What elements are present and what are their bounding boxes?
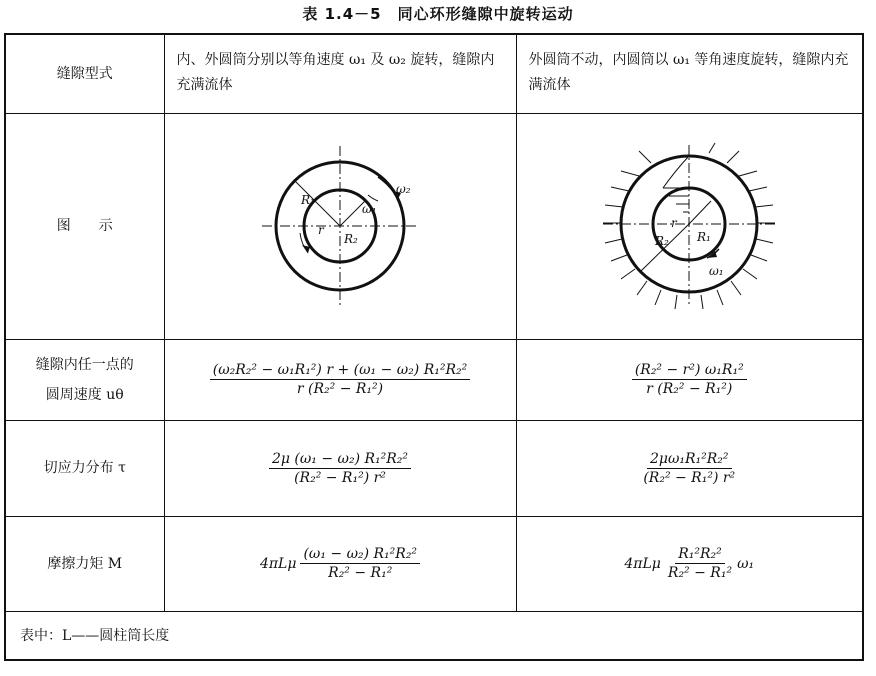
shear-formula-2: $\frac{\text{2μω₁R₁²R₂²}}{\text{(R₂² − R₁²) r²}}$: [643, 450, 736, 486]
velocity-case1: [164, 339, 516, 420]
velocity-profile: [663, 156, 689, 212]
concentric-cylinders-diagram-1: [260, 141, 420, 311]
gap-type-case2: 外圆筒不动，内圆筒以 ω₁ 等角速度旋转，缝隙内充满流体: [516, 34, 863, 113]
label-gap-type: 缝隙型式: [5, 34, 164, 113]
label-R1: R₁: [301, 193, 315, 207]
row-shear: [5, 420, 863, 516]
label-R1: R₁: [697, 230, 712, 244]
torque-case1: 4πLμ $\frac{\text{(ω₁ − ω₂) R₁²R₂²}}{\text{R₂² − R₁²}}$: [164, 516, 516, 611]
concentric-cylinders-diagram-2: [599, 141, 779, 311]
label-omega1: ω₁: [362, 202, 377, 216]
torque-formula-2: $\frac{\text{R₁²R₂²}}{\text{R₂² − R₁²}}$: [667, 546, 733, 581]
velocity-formula-2: $\frac{\text{(R₂² − r²) ω₁R₁²}}{\text{r (R₂² − R₁²)}}$: [632, 362, 747, 397]
label-omega2: ω₂: [396, 182, 411, 196]
shear-case1: [164, 420, 516, 516]
figure-case1-cell: [164, 113, 516, 339]
label-r: r: [318, 223, 324, 237]
shear-formula-1: $\frac{\text{2μ (ω₁ − ω₂) R₁²R₂²}}{\text{(R₂² − R₁²) r²}}$: [269, 451, 411, 486]
row-note: [5, 611, 863, 660]
torque-case2: 4πLμ $\frac{\text{R₁²R₂²}}{\text{R₂² − R₁²}}$ ω₁: [516, 516, 863, 611]
figure-case2-cell: [516, 113, 863, 339]
table-note: 表中：L——圆柱筒长度: [5, 611, 863, 660]
label-r: r: [671, 216, 677, 230]
label-R2: R₂: [655, 234, 670, 248]
row-gap-type: [5, 34, 863, 113]
label-shear: 切应力分布 τ: [5, 420, 164, 516]
torque-formula-1: $\frac{\text{(ω₁ − ω₂) R₁²R₂²}}{\text{R₂² − R₁²}}$: [300, 546, 420, 581]
gap-type-case1: 内、外圆筒分别以等角速度 ω₁ 及 ω₂ 旋转，缝隙内充满流体: [164, 34, 516, 113]
label-figure: 图 示: [5, 113, 164, 339]
label-velocity: 缝隙内任一点的 圆周速度 uθ: [5, 339, 164, 420]
velocity-case2: [516, 339, 863, 420]
shear-case2: [516, 420, 863, 516]
row-torque: [5, 516, 863, 611]
label-omega1: ω₁: [709, 264, 724, 278]
velocity-formula-1: $\frac{\text{(ω₂R₂² − ω₁R₁²) r + (ω₁ − ω₂) R₁²R₂²}}{\text{r (R₂² − R₁²)}}$: [210, 362, 471, 397]
label-torque: 摩擦力矩 M: [5, 516, 164, 611]
label-R2: R₂: [344, 232, 358, 246]
rotation-flow-table: [4, 33, 864, 661]
row-figure: [5, 113, 863, 339]
table-caption: 表 1.4－5 同心环形缝隙中旋转运动: [302, 5, 574, 23]
row-velocity: [5, 339, 863, 420]
